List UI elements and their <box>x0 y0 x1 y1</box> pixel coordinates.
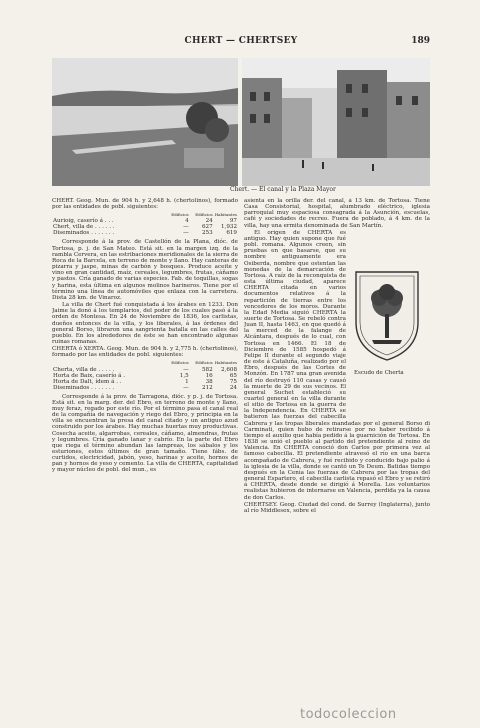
cell: 24 <box>205 218 213 225</box>
cell: 1,5 <box>179 372 189 379</box>
cell: 1,932 <box>220 224 237 231</box>
page-number: 189 <box>411 36 430 46</box>
cell: — <box>183 384 189 391</box>
cherta-history: El origen de CHERTA es antiguo. Hay quien supone que fué pobl. romana. Algunos creen, sin pruebas en que basarse, que su nombre antiguamente era Osiberda, nombre que ostentan las monedas de la demarcación de Tortosa. A raíz de la reconquista de esta última ciudad, aparece CHERTA citada en varios documentos relativos á la repartición de tierras entre los vencedores de los moros. Durante la Edad Media siguió CHERTA la suerte de Tortosa. Se rebeló contra Juan II, hasta 1463, en que quedó á la merced de la falange de Alcántara, después de lo cual, con Tortosa en 1466. El 18 de Diciembre de 1585 hospedó á Felipe II durante el segundo viaje de este á Cataluña, realizado por el Ebro, después de las Cortes de Monzón. En 1787 una gran avenida del río destruyó 110 casas y causó la muerte de 29 de sus vecinos. El general Suchet estableció su cuartel general en la villa durante el sitio de Tortosa en la guerra de la Independencia. En CHERTA se batieron las fuerzas del cabecilla Cabrera y las tropas liberales mandadas por el general Borso di Carminati, quien hubo de retirarse por no haber recibido á tiempo el auxilio que había pedido á la guarnición de Tortosa. En 1838 se unió el pueblo al partido del pretendiente al reino de Valencia. En CHERTA conoció don Carlos por primera vez al famoso cabecilla. El pretendiente atravesó el río en una barca acompañado de Cabrera, y fué recibido y conducido bajo palio á la iglesia de la villa, donde se cantó un Te Deum. Batidas tiempo después en la Cenia las fuerzas de Cabrera por las tropas del general Espartero, el cabecilla carlista repasó el Ebro y se retiró á CHERTA, desde donde se dirigió á Morella. Los voluntarios realistas hubieron de internarse en Valencia, perdida ya la causa de don Carlos. <box>244 229 430 501</box>
canal-photo <box>52 58 238 186</box>
cell: 582 <box>202 366 213 373</box>
cell: 253 <box>202 230 213 237</box>
entity-name: Diseminados . . . . . . . <box>53 384 115 391</box>
cherta-description: Corresponde á la prov. de Tarragona, dióc. y p. j. de Tortosa. Está sit. en la marg. der. del Ebro, en terreno de monte y llano, muy feraz, regado por este río. Por el término pasa el canal real de la compañía de navegación y riego del Ebro, y principia en la villa se encuentran la presa del canal citado y un antiguo azud construido por los árabes. Hay muchas huertas muy productivas. Cosecha aceite, algarrobas, cereales, cáñamo, almendras, frutas y legumbres. Cría ganado lanar y cabrío. En la parte del Ebro que riega el término abundan las lampreas, los sábalos y los esturiones, estos últimos de gran tamaño. Tiene fábs. de curtidos, electricidad, jabón, yeso, harinas y aceite, hornos de pan y hornos de yeso y cemento. La villa de CHERTA, capitalidad y mayor núcleo de pobl. del mun., es <box>52 393 238 474</box>
coat-of-arms <box>350 268 424 362</box>
cell: 24 <box>229 384 237 391</box>
entity-name: Diseminados . . . . . . . <box>53 230 115 237</box>
cherta-intro: CHERTA ó XERTA. Geog. Mun. de 904 h. y 2,775 h. (chertolinos), formado por las entidades de pobl. siguientes: <box>52 346 238 359</box>
cell: — <box>183 366 189 373</box>
left-column <box>52 198 238 668</box>
cell: 212 <box>202 384 213 391</box>
entity-name: Chert, villa de . . . . . . <box>53 224 115 231</box>
chert-population-table <box>52 212 238 236</box>
column-header: Edificios <box>171 212 189 218</box>
column-header: Edificios <box>195 360 213 366</box>
figure-caption: Chert. — El canal y la Plaza Mayor <box>230 186 336 193</box>
cell: 627 <box>202 224 213 231</box>
plaza-mayor-photo <box>242 58 430 186</box>
entity-name: Aurioig, caserío á . . . <box>53 218 114 225</box>
cell: — <box>183 224 189 231</box>
chert-history: La villa de Chert fué conquistada á los árabes en 1233. Don Jaime la donó á los templarios, del poder de los cuales pasó á la orden de Montesa. En 24 de Noviembre de 1836, los carlistas, dueños entonces de la villa, y los liberales, á las órdenes del general Borso, libraron una sangrienta batalla en las calles del pueblo. En los alrededores de éste se han encontrado algunas ruinas romanas. <box>52 302 238 345</box>
header-title: CHERT — CHERTSEY <box>184 36 298 46</box>
cell: — <box>183 230 189 237</box>
cell: 2,608 <box>220 366 237 373</box>
cell: 16 <box>205 372 213 379</box>
column-header: Edificios <box>195 212 213 218</box>
column-header: Edificios <box>171 360 189 366</box>
photo-plate <box>52 58 430 186</box>
cell: 1 <box>185 378 189 385</box>
column-header: Habitantes <box>214 212 237 218</box>
cell: 75 <box>229 378 237 385</box>
table-row <box>52 230 238 236</box>
cell: 65 <box>229 372 237 379</box>
entity-name: Horta de Baix, caserío á . <box>53 372 126 379</box>
cherta-population-table <box>52 360 238 390</box>
chert-intro: CHERT. Geog. Mun. de 904 h. y 2,648 h. (chertolinos), formado por las entidades de pobl. siguientes: <box>52 198 238 211</box>
chertsey-entry: CHERTSEY. Geog. Ciudad del cond. de Surrey (Inglaterra), junto al río Middlesex, sobre el <box>244 501 430 514</box>
cell: 38 <box>205 378 213 385</box>
table-row <box>52 385 238 391</box>
watermark: todocoleccion <box>300 707 397 722</box>
cell: 4 <box>185 218 189 225</box>
cherta-continued: asienta en la orilla der. del canal, á 13 km. de Tortosa. Tiene Casa Consistorial, hospital, alumbrado eléctrico, iglesia parroquial muy espaciosa consagrada á la Asunción, escuelas, café y sociedades de recreo. Fuera de poblado, á 4 km. de la villa, hay una ermita denominada de San Martín. <box>244 198 430 229</box>
cell: 97 <box>229 218 237 225</box>
running-header <box>52 36 430 50</box>
entity-name: Horta de Dalt, ídem á . . <box>53 378 122 385</box>
chert-description: Corresponde á la prov. de Castellón de la Plana, dióc. de Tortosa, p. j. de San Mateo. Está sit. en la margen izq. de la rambla Cervera, en las estribaciones meridionales de la sierra de Roca de la Barcela, en terreno de monte y llano. Hay canteras de pizarra y jaspe, minas de carbón y bosques. Produce aceite y vino en gran cantidad, maíz, cereales, legumbres, frutas, cáñamo y pastos. Cría ganado de varias especies. Fab. de toquillas, sogas y harina, esta última en algunos molinos harineros. Tiene por el término una línea de automóviles que enlaza con la carretera. Dista 28 km. de Vinaroz. <box>52 239 238 301</box>
cell: 619 <box>226 230 237 237</box>
column-header: Habitantes <box>214 360 237 366</box>
entity-name: Cherta, villa de . . . . . <box>53 366 115 373</box>
crest-caption: Escudo de Cherta <box>354 370 404 376</box>
